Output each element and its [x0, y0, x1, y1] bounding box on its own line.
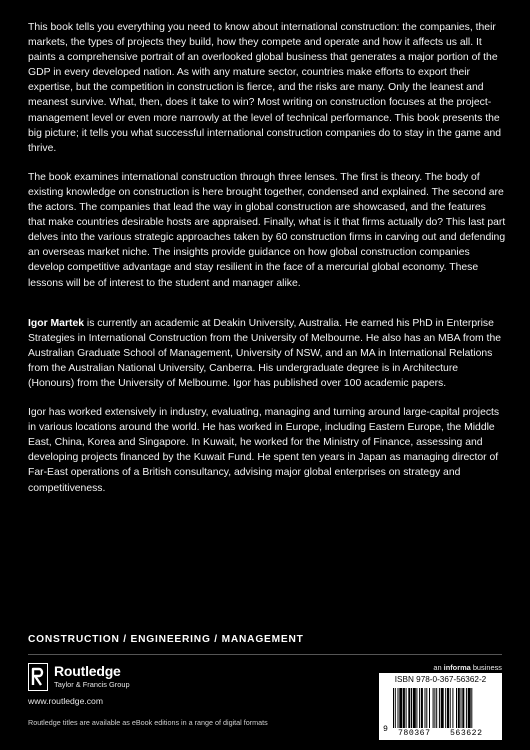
- informa-business-tag: [433, 663, 502, 672]
- barcode-bar: [466, 688, 467, 728]
- barcode-bar: [445, 688, 446, 728]
- barcode-bars: [393, 688, 498, 728]
- barcode-bar: [450, 688, 451, 728]
- barcode-bar: [393, 688, 394, 728]
- barcode-bar: [426, 688, 427, 728]
- publisher-url[interactable]: www.routledge.com: [28, 696, 103, 706]
- barcode-bar: [439, 688, 440, 728]
- barcode-bar: [456, 688, 457, 728]
- barcode-bar: [461, 688, 462, 728]
- ean-left-digits: 780367: [398, 729, 431, 738]
- publisher-name: Routledge: [54, 663, 121, 679]
- barcode-bar: [398, 688, 399, 728]
- barcode-bar: [429, 688, 430, 728]
- informa-suffix: business: [470, 663, 502, 672]
- description-paragraph-2: The book examines international construction through three lenses. The first is theory. The body of existing knowledge on construction is here brought together, condensed and explained. The second are the actors. The companies that lead the way in global construction are showcased, and the features that make countries desirable hosts are appraised. Finally, what is it that firms actually do? This last part delves into the various strategic approaches taken by 60 construction firms in carving out and defending an overseas market niche. The insights provide guidance on how global construction companies develop competitive advantage and stay resilient in the face of a mercurial global economy. These lessons will be of interest to the student and manager alike.: [28, 171, 506, 289]
- routledge-r-logo-icon: [28, 663, 48, 691]
- barcode-bar: [452, 688, 453, 728]
- barcode-bar: [468, 688, 471, 728]
- informa-brand: informa: [443, 663, 471, 672]
- ean-first-digit: 9: [383, 725, 388, 734]
- ean-right-digits: 563622: [450, 729, 483, 738]
- barcode-bar: [447, 688, 449, 728]
- publisher-subtitle: Taylor & Francis Group: [54, 680, 130, 689]
- barcode-bar: [471, 688, 472, 728]
- author-bio-paragraph-1: [28, 316, 506, 391]
- barcode-bar: [411, 688, 412, 728]
- barcode-bar: [403, 688, 405, 728]
- barcode-bar: [462, 688, 464, 728]
- description-paragraph-1: This book tells you everything you need to know about international construction: the companies, their markets, the types of projects they build, how they compete and operate and how it affects us all. It paints a comprehensive portrait of an overlooked global business that generates a major portion of the GDP in every developed nation. As with any mature sector, countries make efforts to export their expertise, but the competition in construction is fierce, and the risks are many. Only the leanest and meanest survive. What, then, does it take to win? Most writing on construction focuses at the project-management level or even more narrowly at the level of technical performance. This book presents the big picture; it tells you what successful international construction companies do to stay in the game and thrive.: [28, 22, 502, 154]
- barcode-bar: [399, 688, 402, 728]
- subject-category: CONSTRUCTION / ENGINEERING / MANAGEMENT: [28, 634, 304, 645]
- barcode-bar: [413, 688, 416, 728]
- barcode-bar: [408, 688, 410, 728]
- back-cover-text: [28, 20, 506, 510]
- author-bio-1-text: is currently an academic at Deakin University, Australia. He earned his PhD in Enterprise Strategies in International Construction from the University of Melbourne. He also has an MBA from the Australian Graduate School of Management, University of NSW, and an MA in International Relations from the Australian National University, Canberra. His undergraduate degree is in Architecture (Honours) from the University of Melbourne. Igor has published over 100 academic papers.: [28, 317, 502, 389]
- divider-line: [28, 654, 502, 655]
- isbn-barcode: [379, 673, 502, 740]
- barcode-bar: [416, 688, 417, 728]
- barcode-bar: [441, 688, 444, 728]
- author-name: Igor Martek: [28, 317, 85, 329]
- author-bio-paragraph-2: Igor has worked extensively in industry, evaluating, managing and turning around large-capital projects in various locations around the world. He has worked in Europe, including Eastern Europe, the Middle East, China, Korea and Singapore. In Kuwait, he worked for the Ministry of Finance, assessing and developing projects financed by the Kuwait Fund. He spent ten years in Japan as managing director of Far-East operations of a British consultancy, advising major global enterprises on strategy and competitiveness.: [28, 407, 500, 494]
- publisher-block: [28, 663, 228, 711]
- barcode-bar: [434, 688, 435, 728]
- barcode-bar: [433, 688, 434, 728]
- barcode-bar: [436, 688, 437, 728]
- isbn-label: ISBN 978-0-367-56362-2: [394, 675, 487, 684]
- informa-prefix: an: [433, 663, 444, 672]
- barcode-bar: [425, 688, 426, 728]
- barcode-bar: [419, 688, 420, 728]
- barcode-bar: [395, 688, 396, 728]
- ebook-note: Routledge titles are available as eBook editions in a range of digital formats: [28, 718, 268, 727]
- barcode-bar: [421, 688, 423, 728]
- barcode-bar: [406, 688, 407, 728]
- barcode-bar: [458, 688, 460, 728]
